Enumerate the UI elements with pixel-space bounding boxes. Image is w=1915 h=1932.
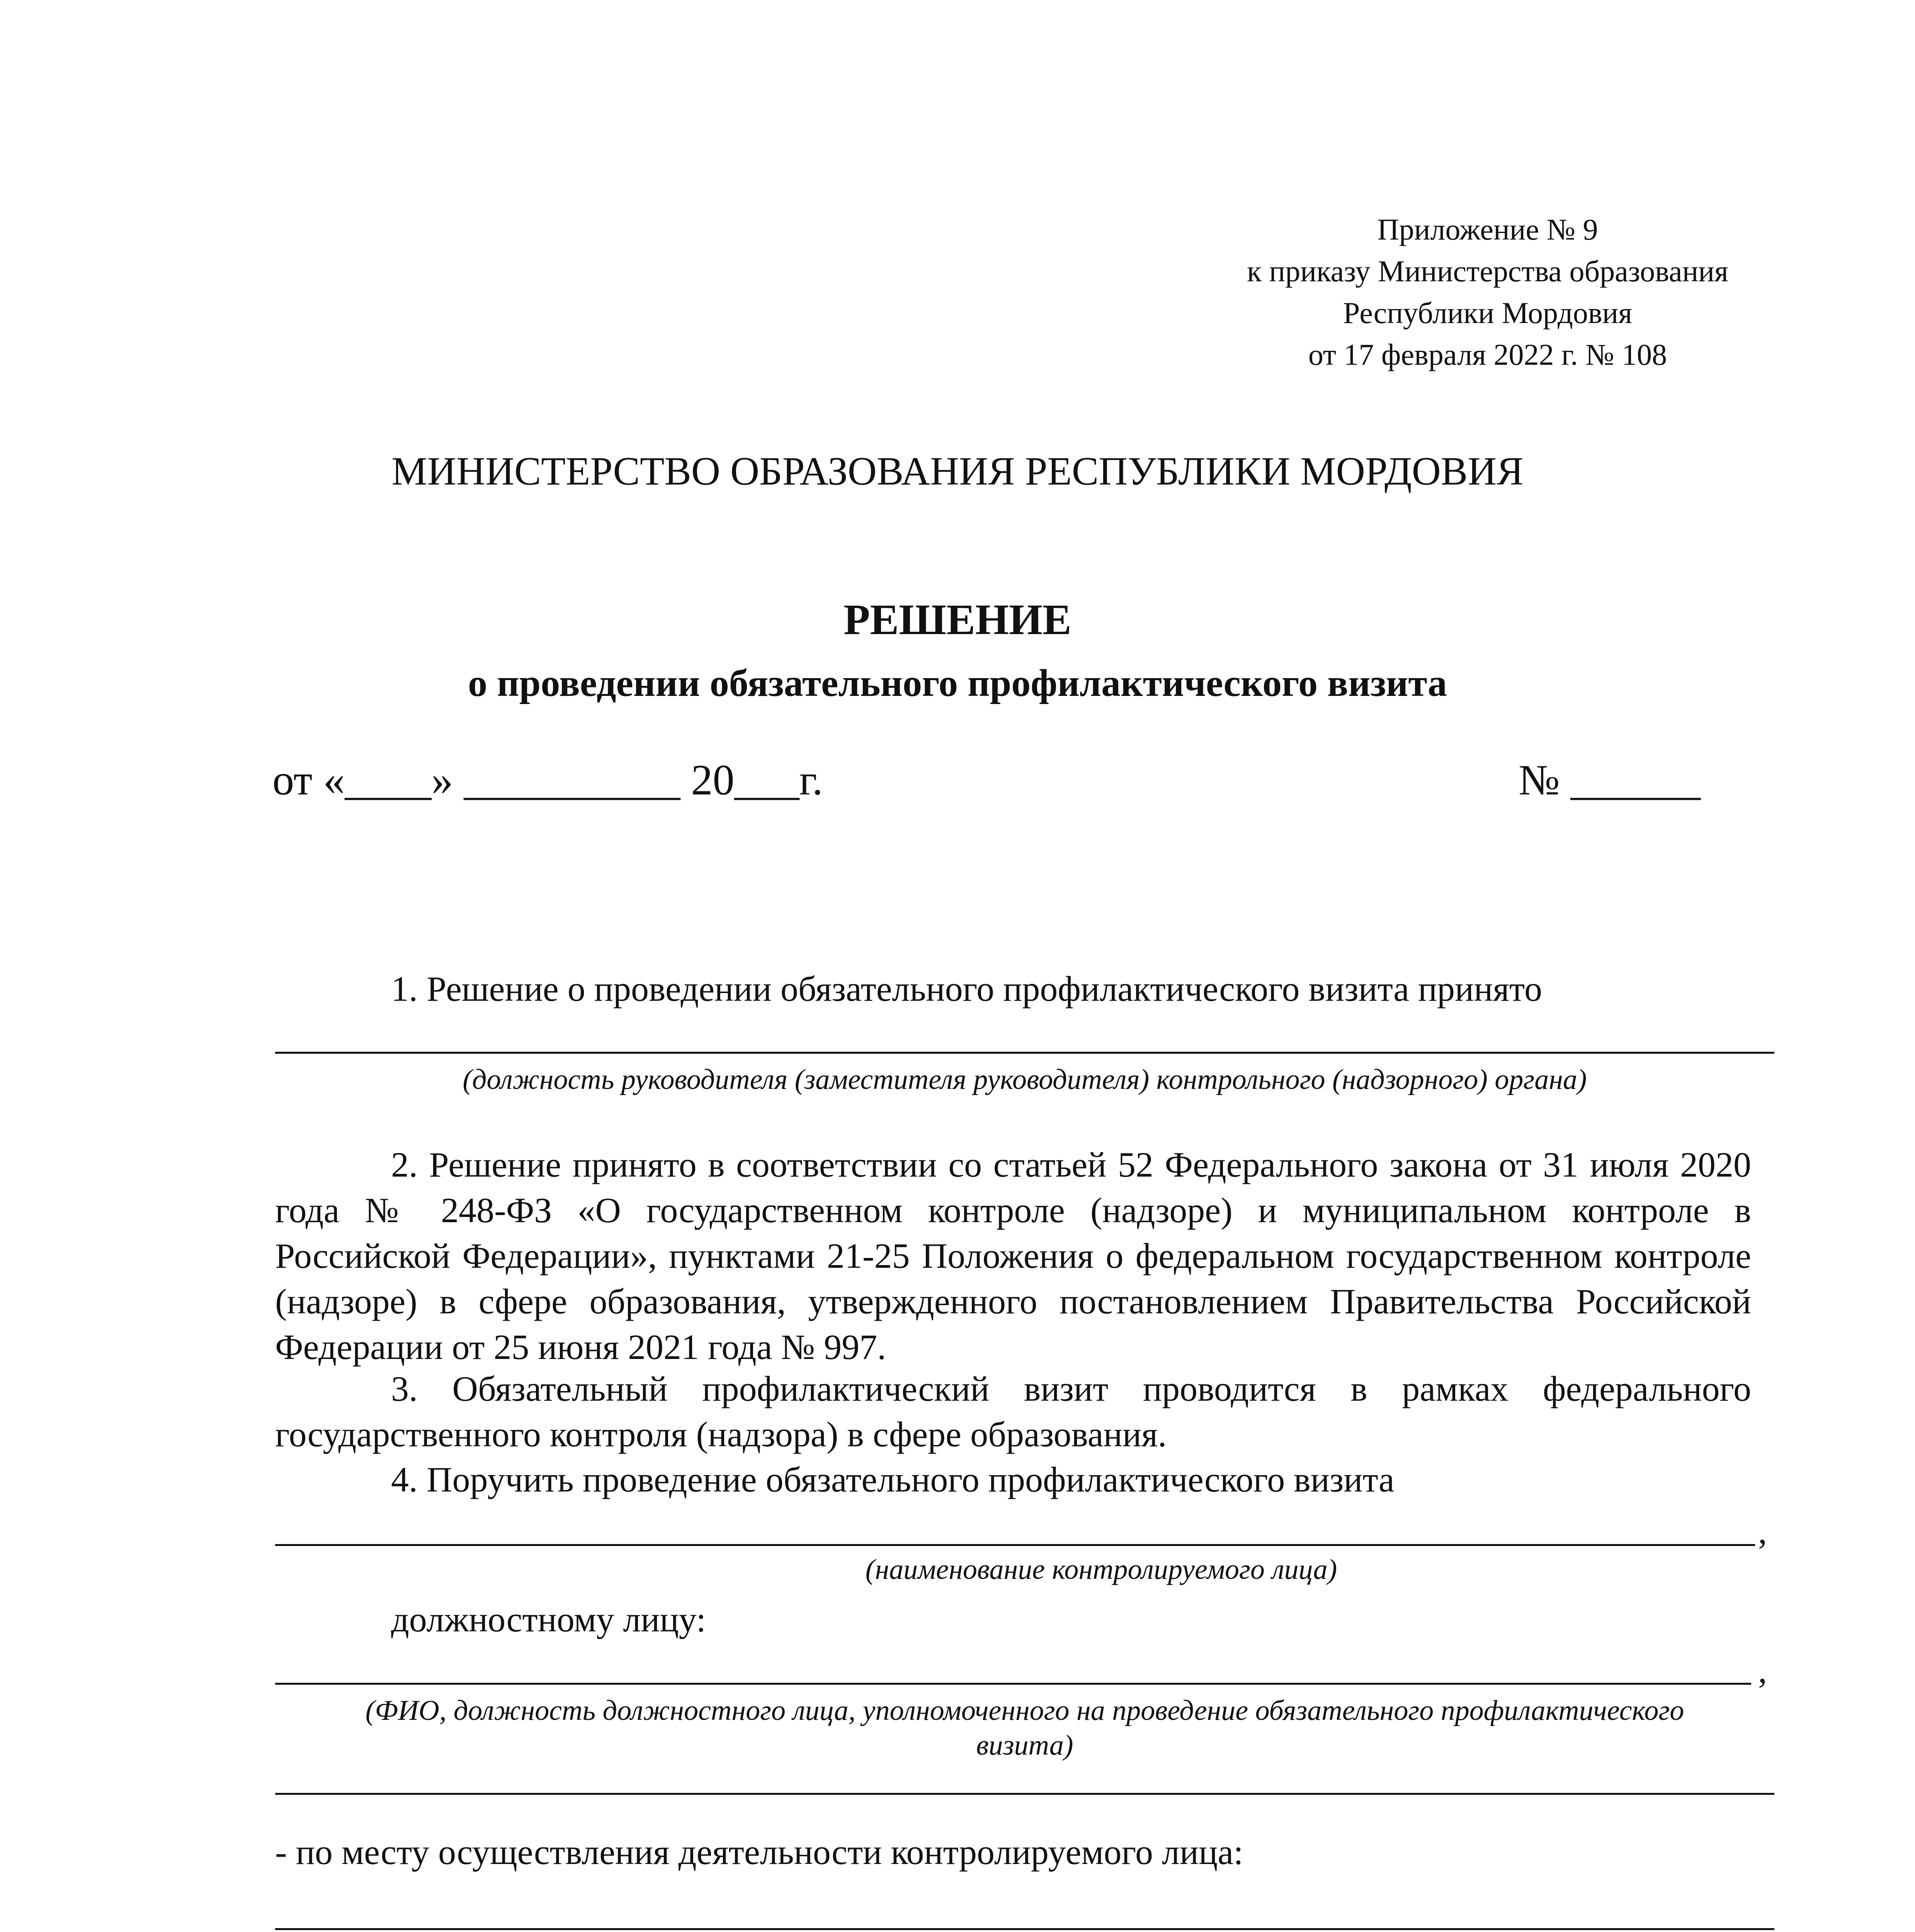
line-comma: ,: [1758, 1512, 1767, 1551]
annex-order-date: от 17 февраля 2022 г. № 108: [1308, 338, 1667, 371]
line-comma: ,: [1758, 1651, 1767, 1690]
caption-head-position: (должность руководителя (заместителя руководителя) контрольного (надзорного) органа): [463, 1064, 1587, 1095]
paragraph-1: 1. Решение о проведении обязательного профилактического визита принято: [391, 969, 1542, 1009]
fill-line: [275, 1544, 1755, 1546]
fill-line: [275, 1683, 1751, 1685]
fill-line: [275, 1052, 1774, 1054]
document-title: РЕШЕНИЕ: [844, 596, 1071, 644]
number-field: № ______: [1519, 756, 1701, 804]
date-field: от «____» __________ 20___г.: [272, 756, 823, 804]
paragraph-4: 4. Поручить проведение обязательного профилактического визита: [391, 1460, 1395, 1499]
annex-republic: Республики Мордовия: [1343, 296, 1633, 330]
ministry-heading: МИНИСТЕРСТВО ОБРАЗОВАНИЯ РЕСПУБЛИКИ МОРДОВИЯ: [391, 449, 1524, 493]
fill-line: [275, 1793, 1774, 1795]
document-subtitle: о проведении обязательного профилактического визита: [468, 662, 1447, 704]
paragraph-2: 2. Решение принято в соответствии со статьей 52 Федерального закона от 31 июля 2020 года № 248-ФЗ «О государственном контроле (надзоре) и муниципальном контроле в Российской Федерации», пунктами 21-25 Положения о федеральном государственном контроле (надзоре) в сфере образования, утвержденного постановлением Правительства Российской Федерации от 25 июня 2021 года № 997.: [275, 1145, 1751, 1367]
caption-official-line1: (ФИО, должность должностного лица, уполномоченного на проведение обязательного профилактического: [365, 1695, 1684, 1726]
caption-official-line2: визита): [976, 1730, 1073, 1761]
annex-number: Приложение № 9: [1377, 213, 1598, 246]
annex-order-ref: к приказу Министерства образования: [1247, 254, 1728, 288]
fill-line: [275, 1928, 1774, 1930]
official-label: должностному лицу:: [391, 1600, 706, 1639]
annex-block: [1121, 209, 1855, 376]
paragraph-3: 3. Обязательный профилактический визит проводится в рамках федерального государственного контроля (надзора) в сфере образования.: [275, 1369, 1751, 1454]
place-label: - по месту осуществления деятельности контролируемого лица:: [275, 1832, 1243, 1872]
caption-controlled-entity: (наименование контролируемого лица): [865, 1554, 1337, 1585]
